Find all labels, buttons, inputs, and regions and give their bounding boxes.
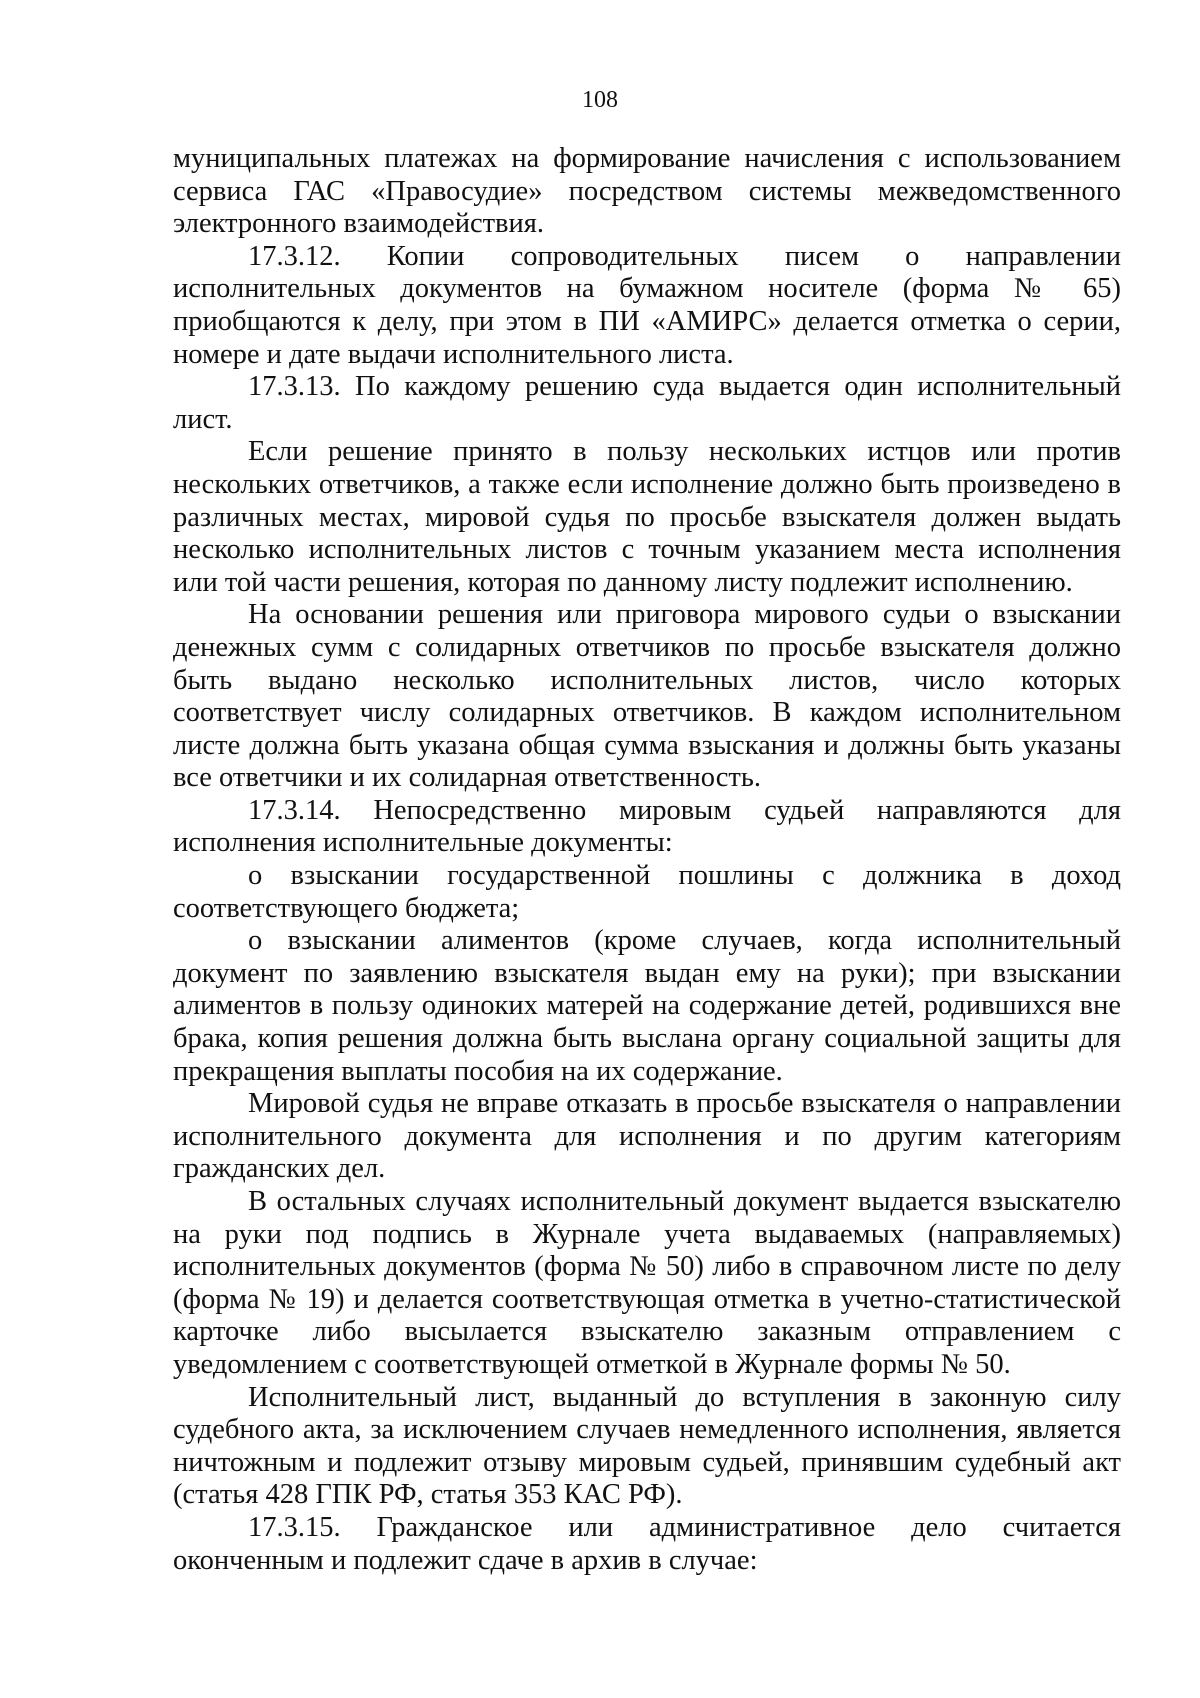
paragraph-17-3-13: 17.3.13. По каждому решению суда выдается один исполнительный лист. (173, 371, 1121, 435)
paragraph-17-3-12: 17.3.12. Копии сопроводительных писем о направлении исполнительных документов на бумажном носителе (форма № 65) приобщаются к делу, при этом в ПИ «АМИРС» делается отметка о серии, номере и дате выдачи исполнительного листа. (173, 240, 1121, 370)
paragraph-solidary-defendants: На основании решения или приговора мирового судьи о взыскании денежных сумм с солидарных ответчиков по просьбе взыскателя должно быть выдано несколько исполнительных листов, число которых соответствует числу солидарных ответчиков. В каждом исполнительном листе должна быть указана общая сумма взыскания и должны быть указаны все ответчики и их солидарная ответственность. (173, 599, 1121, 794)
paragraph-no-refusal: Мировой судья не вправе отказать в просьбе взыскателя о направлении исполнительного документа для исполнения и по другим категориям гражданских дел. (173, 1088, 1121, 1185)
paragraph-continuation: муниципальных платежах на формирование начисления с использованием сервиса ГАС «Правосудие» посредством системы межведомственного электронного взаимодействия. (173, 143, 1121, 240)
paragraph-17-3-14: 17.3.14. Непосредственно мировым судьей направляются для исполнения исполнительные документы: (173, 794, 1121, 859)
document-body (173, 143, 1121, 1577)
paragraph-alimony: о взыскании алиментов (кроме случаев, когда исполнительный документ по заявлению взыскателя выдан ему на руки); при взыскании алиментов в пользу одиноких матерей на содержание детей, родившихся вне брака, копия решения должна быть выслана органу социальной защиты для прекращения выплаты пособия на их содержание. (173, 925, 1121, 1087)
page-number: 108 (582, 87, 618, 113)
paragraph-17-3-15: 17.3.15. Гражданское или административное дело считается оконченным и подлежит сдаче в архив в случае: (173, 1511, 1121, 1576)
paragraph-state-duty: о взыскании государственной пошлины с должника в доход соответствующего бюджета; (173, 860, 1121, 924)
paragraph-void-writ: Исполнительный лист, выданный до вступления в законную силу судебного акта, за исключением случаев немедленного исполнения, является ничтожным и подлежит отзыву мировым судьей, принявшим судебный акт (статья 428 ГПК РФ, статья 353 КАС РФ). (173, 1381, 1121, 1511)
paragraph-other-cases: В остальных случаях исполнительный документ выдается взыскателю на руки под подпись в Журнале учета выдаваемых (направляемых) исполнительных документов (форма № 50) либо в справочном листе по делу (форма № 19) и делается соответствующая отметка в учетно-статистической карточке либо высылается взыскателю заказным отправлением с уведомлением с соответствующей отметкой в Журнале формы № 50. (173, 1186, 1121, 1380)
paragraph-multiple-parties: Если решение принято в пользу нескольких истцов или против нескольких ответчиков, а также если исполнение должно быть произведено в различных местах, мировой судья по просьбе взыскателя должен выдать несколько исполнительных листов с точным указанием места исполнения или той части решения, которая по данному листу подлежит исполнению. (173, 436, 1121, 598)
